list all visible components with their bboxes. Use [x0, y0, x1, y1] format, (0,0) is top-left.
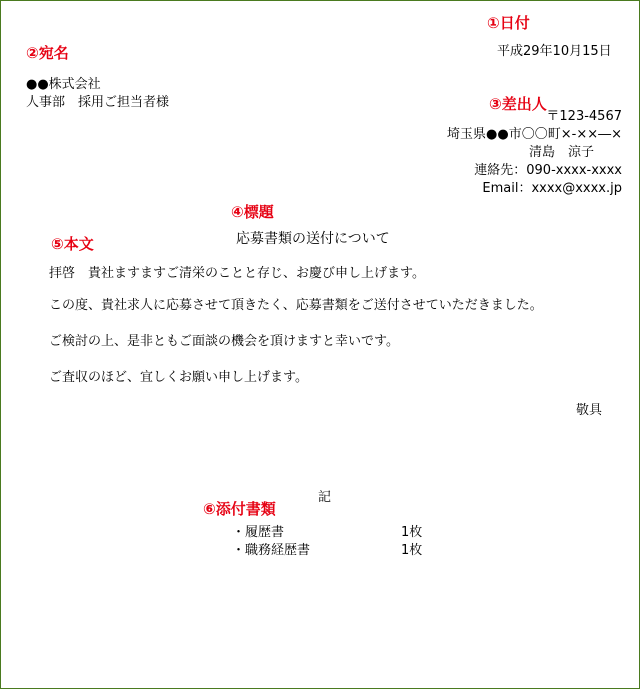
attachment-item-name: ・履歴書 — [232, 525, 285, 540]
annotation-sender: ③差出人 — [489, 95, 547, 113]
annotation-attachments: ⑥添付書類 — [203, 500, 276, 518]
body-line: ご査収のほど、宜しくお願い申し上げます。 — [49, 370, 308, 385]
sender-phone: 連絡先：090-xxxx-xxxx — [474, 163, 622, 178]
letter-date: 平成29年10月15日 — [497, 44, 612, 59]
body-line: 拝啓 貴社ますますご清栄のことと存じ、お慶び申し上げます。 — [49, 266, 425, 281]
closing-keigu: 敬具 — [576, 403, 603, 418]
recipient-company: ●●株式会社 — [26, 77, 101, 92]
attachment-item-qty: 1枚 — [401, 543, 423, 558]
sender-block — [322, 108, 622, 198]
body-line: ご検討の上、是非ともご面談の機会を頂けますと幸いです。 — [49, 334, 399, 349]
annotation-recipient: ②宛名 — [26, 44, 69, 62]
annotation-date: ①日付 — [487, 14, 530, 32]
sender-address: 埼玉県●●市〇〇町×-××―× — [447, 127, 622, 142]
annotation-title: ④標題 — [231, 203, 274, 221]
annotation-body: ⑤本文 — [51, 235, 94, 253]
recipient-department: 人事部 採用ご担当者様 — [26, 95, 170, 110]
sender-email: Email：xxxx@xxxx.jp — [482, 181, 622, 196]
sender-name: 清島 涼子 — [528, 145, 594, 160]
attachment-item-name: ・職務経歴書 — [232, 543, 311, 558]
letter-title: 応募書類の送付について — [236, 231, 390, 247]
body-line: この度、貴社求人に応募させて頂きたく、応募書類をご送付させていただきました。 — [49, 298, 543, 313]
attachment-item-qty: 1枚 — [401, 525, 423, 540]
sender-postal: 〒123-4567 — [546, 109, 622, 124]
ki-heading: 記 — [318, 490, 332, 505]
